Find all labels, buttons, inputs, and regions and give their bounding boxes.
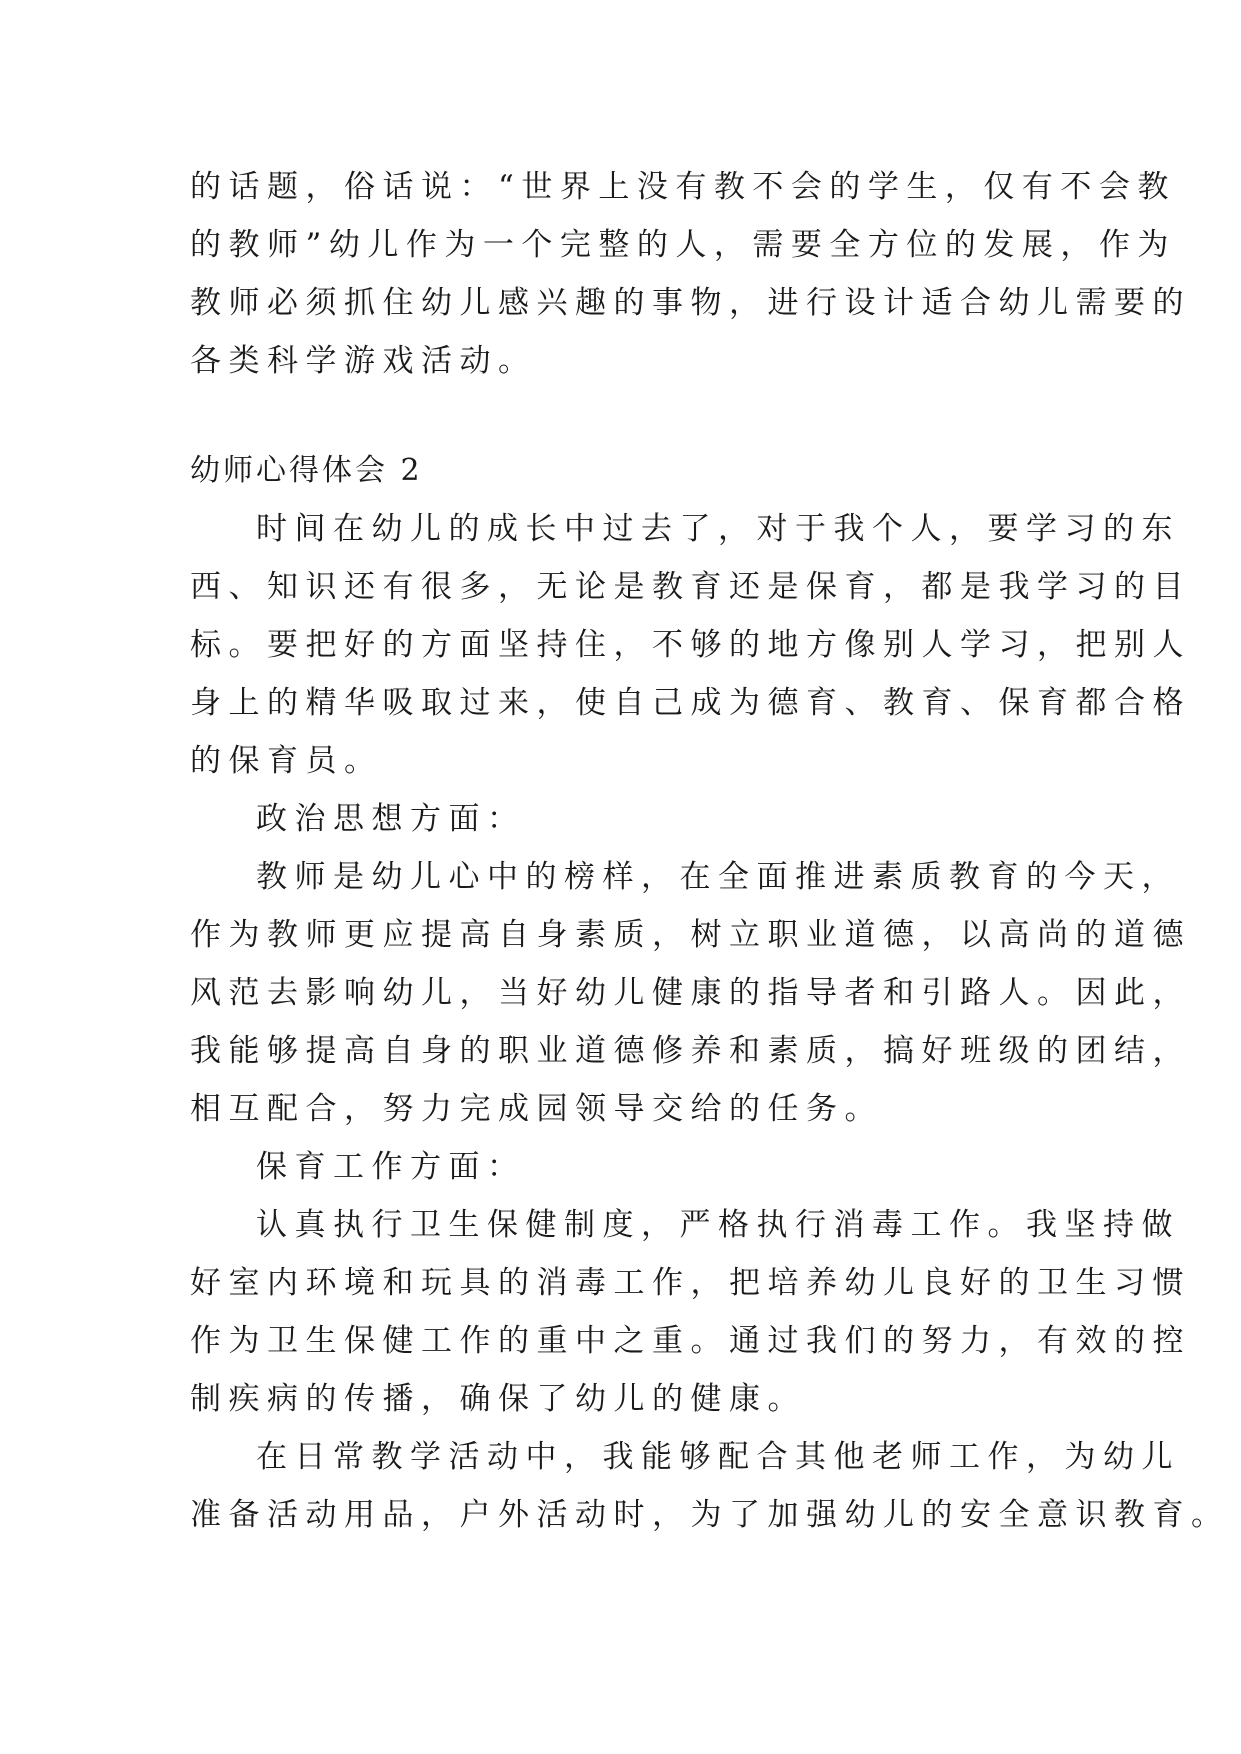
text-line: 标。要把好的方面坚持住，不够的地方像别人学习，把别人	[190, 627, 1191, 663]
paragraph-gap	[190, 390, 1058, 442]
text-line: 作为教师更应提高自身素质，树立职业道德，以高尚的道德	[190, 917, 1191, 953]
subheading-text: 保育工作方面：	[256, 1149, 526, 1185]
text-line: 我能够提高自身的职业道德修养和素质，搞好班级的团结，	[190, 1033, 1191, 1069]
text-line: 西、知识还有很多，无论是教育还是保育，都是我学习的目	[190, 569, 1191, 605]
intro-paragraph	[190, 158, 1191, 390]
text-line: 准备活动用品，户外活动时，为了加强幼儿的安全意识教育。	[190, 1497, 1230, 1533]
subheading-text: 政治思想方面：	[256, 801, 526, 837]
text-line: 制疾病的传播，确保了幼儿的健康。	[190, 1381, 806, 1417]
paragraph-daily-teaching	[190, 1428, 1230, 1544]
text-line: 身上的精华吸取过来，使自己成为德育、教育、保育都合格	[190, 685, 1191, 721]
paragraph-care	[190, 1196, 1191, 1428]
text-line: 的保育员。	[190, 743, 383, 779]
text-line: 认真执行卫生保健制度，严格执行消毒工作。我坚持做	[256, 1207, 1180, 1243]
text-line: 的话题，俗话说：“世界上没有教不会的学生，仅有不会教	[190, 169, 1176, 205]
text-line: 的教师”幼儿作为一个完整的人，需要全方位的发展，作为	[190, 227, 1176, 263]
text-line: 各类科学游戏活动。	[190, 343, 537, 379]
subheading-politics	[190, 790, 1058, 848]
document-page	[190, 158, 1230, 1544]
text-line: 风范去影响幼儿，当好幼儿健康的指导者和引路人。因此，	[190, 975, 1191, 1011]
section-heading: 幼师心得体会 2	[190, 453, 423, 488]
text-line: 在日常教学活动中，我能够配合其他老师工作，为幼儿	[256, 1439, 1180, 1475]
text-line: 教师是幼儿心中的榜样，在全面推进素质教育的今天，	[256, 859, 1180, 895]
text-line: 教师必须抓住幼儿感兴趣的事物，进行设计适合幼儿需要的	[190, 285, 1191, 321]
subheading-care	[190, 1138, 1058, 1196]
text-line: 好室内环境和玩具的消毒工作，把培养幼儿良好的卫生习惯	[190, 1265, 1191, 1301]
text-line: 时间在幼儿的成长中过去了，对于我个人，要学习的东	[256, 511, 1180, 547]
paragraph-intro-2	[190, 500, 1191, 790]
paragraph-politics	[190, 848, 1191, 1138]
text-line: 作为卫生保健工作的重中之重。通过我们的努力，有效的控	[190, 1323, 1191, 1359]
text-line: 相互配合，努力完成园领导交给的任务。	[190, 1091, 883, 1127]
